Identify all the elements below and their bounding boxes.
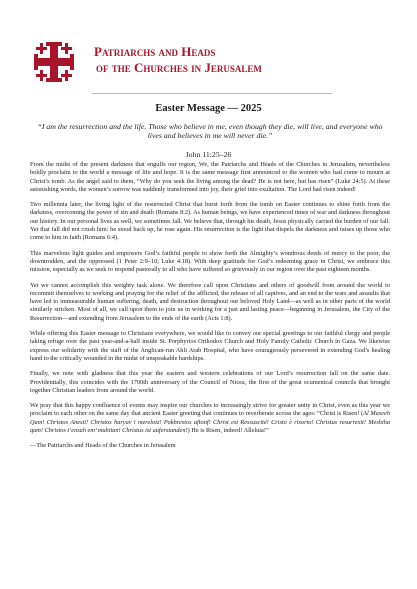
paragraph: Yet we cannot accomplish this weighty task alone. We therefore call upon Christians and others of goodwill from around the world to recommit themselves to working and praying for the relief of the afflicted, the release of all captives, and an end to the wars and assaults that have led to immeasurable human suffering, death, and destruction throughout our beloved Holy Land—as well as in other parts of the world similarly stricken. Most of all, we call upon them to join us in working for a just and lasting peace—beginning in Jerusalem, the City of the Resurrection—and extending from Jerusalem to the ends of the earth (Acts 1:8).: [30, 281, 390, 322]
org-line-2: of the Churches in Jerusalem: [96, 60, 262, 75]
letterhead: [30, 38, 400, 90]
org-line-1: Patriarchs and Heads: [94, 44, 216, 59]
message-body: [30, 161, 390, 458]
multilingual-greetings: Al Maseeh Qam! Christos Anesti! Christos haryav i merelotz! Pokhrestos aftonf! Christ est Ressuscité! Cristo è risorto! Christus resurrexit! Meshiha qam! Christos t’ensah em’ muhitan! Christus ist auferstanden!: [30, 410, 390, 435]
signature: —The Patriarchs and Heads of the Churches in Jerusalem: [30, 442, 176, 450]
organization-name: [92, 44, 262, 76]
scripture-quote: “I am the resurrection and the life. Those who believe in me, even though they die, will live, and everyone who lives and believes in me will never die.”: [37, 122, 383, 141]
header-divider: [92, 93, 332, 94]
closing-text: We pray that this happy confluence of events may inspire our churches to increasingly strive for greater unity in Christ, even as this year we proclaim to each other on the same day that ancient Easter greeting that continues to reverberate across the ages: “Christ is Risen! (: [30, 402, 390, 418]
paragraph: From the midst of the present darkness that engulfs our region, We, the Patriarchs and Heads of the Churches in Jerusalem, nevertheless boldly proclaim to the world a message of life and hope. It is the same message first announced to the women who had come to mourn at Christ’s tomb. As the angel said to them, “Why do you seek the living among the dead? He is not here, but has risen” (Luke 24:5). At these astonishing words, the women’s sorrow was suddenly transformed into joy, their grief into exultation. The Lord had risen indeed!: [30, 161, 390, 193]
closing-paragraph: [30, 402, 390, 435]
page-title: Easter Message — 2025: [155, 103, 262, 114]
closing-text-end: ) He is Risen, indeed! Alleluia!”: [187, 427, 269, 435]
jerusalem-cross-icon: [30, 38, 78, 86]
paragraph: This marvelous light guides and empowers God’s faithful people to show forth the Almighty’s wondrous deeds of mercy to the poor, the downtrodden, and the oppressed (1 Peter 2:9–10; Luke 4:18). With deep gratitude for God’s redeeming grace in Christ, we embrace this mission, especially as we seek to respond pastorally to all who have suffered so grievously in our region over the past eighteen months.: [30, 249, 390, 274]
paragraph: While offering this Easter message to Christians everywhere, we would like to convey our special greetings to our faithful clergy and people taking refuge over the past year-and-a-half inside St. Porphyrios Orthodox Church and Holy Family Catholic Church in Gaza. We likewise express our solidarity with the staff of the Anglican-run Ahli Arab Hospital, who have courageously persevered in extending God’s healing hand to the critically wounded in the midst of unspeakable hardships.: [30, 330, 390, 362]
scripture-reference: John 11:25–26: [185, 150, 232, 159]
paragraph: Finally, we note with gladness that this year the eastern and western celebrations of our Lord’s resurrection fall on the same date. Providentially, this coincides with the 1700th anniversary of the Council of Nicea, the first of the great ecumenical councils that brought together Christian leaders from around the world.: [30, 370, 390, 394]
paragraph: Two millennia later, the living light of the resurrected Christ that burst forth from the tomb on Easter continues to shine forth from the darkness, overcoming the power of sin and death (Romans 8:2). As human beings, we have experienced times of war and darkness throughout our history. In our personal lives as well, we sometimes fall. We believe that, through his death, Jesus physically carried the burden of our fall. Yet that fall did not crush him: he stood back up, he rose again. His resurrection is the light that dispels the darkness and raises up those who come to him in faith (Romans 6:4).: [30, 201, 390, 242]
